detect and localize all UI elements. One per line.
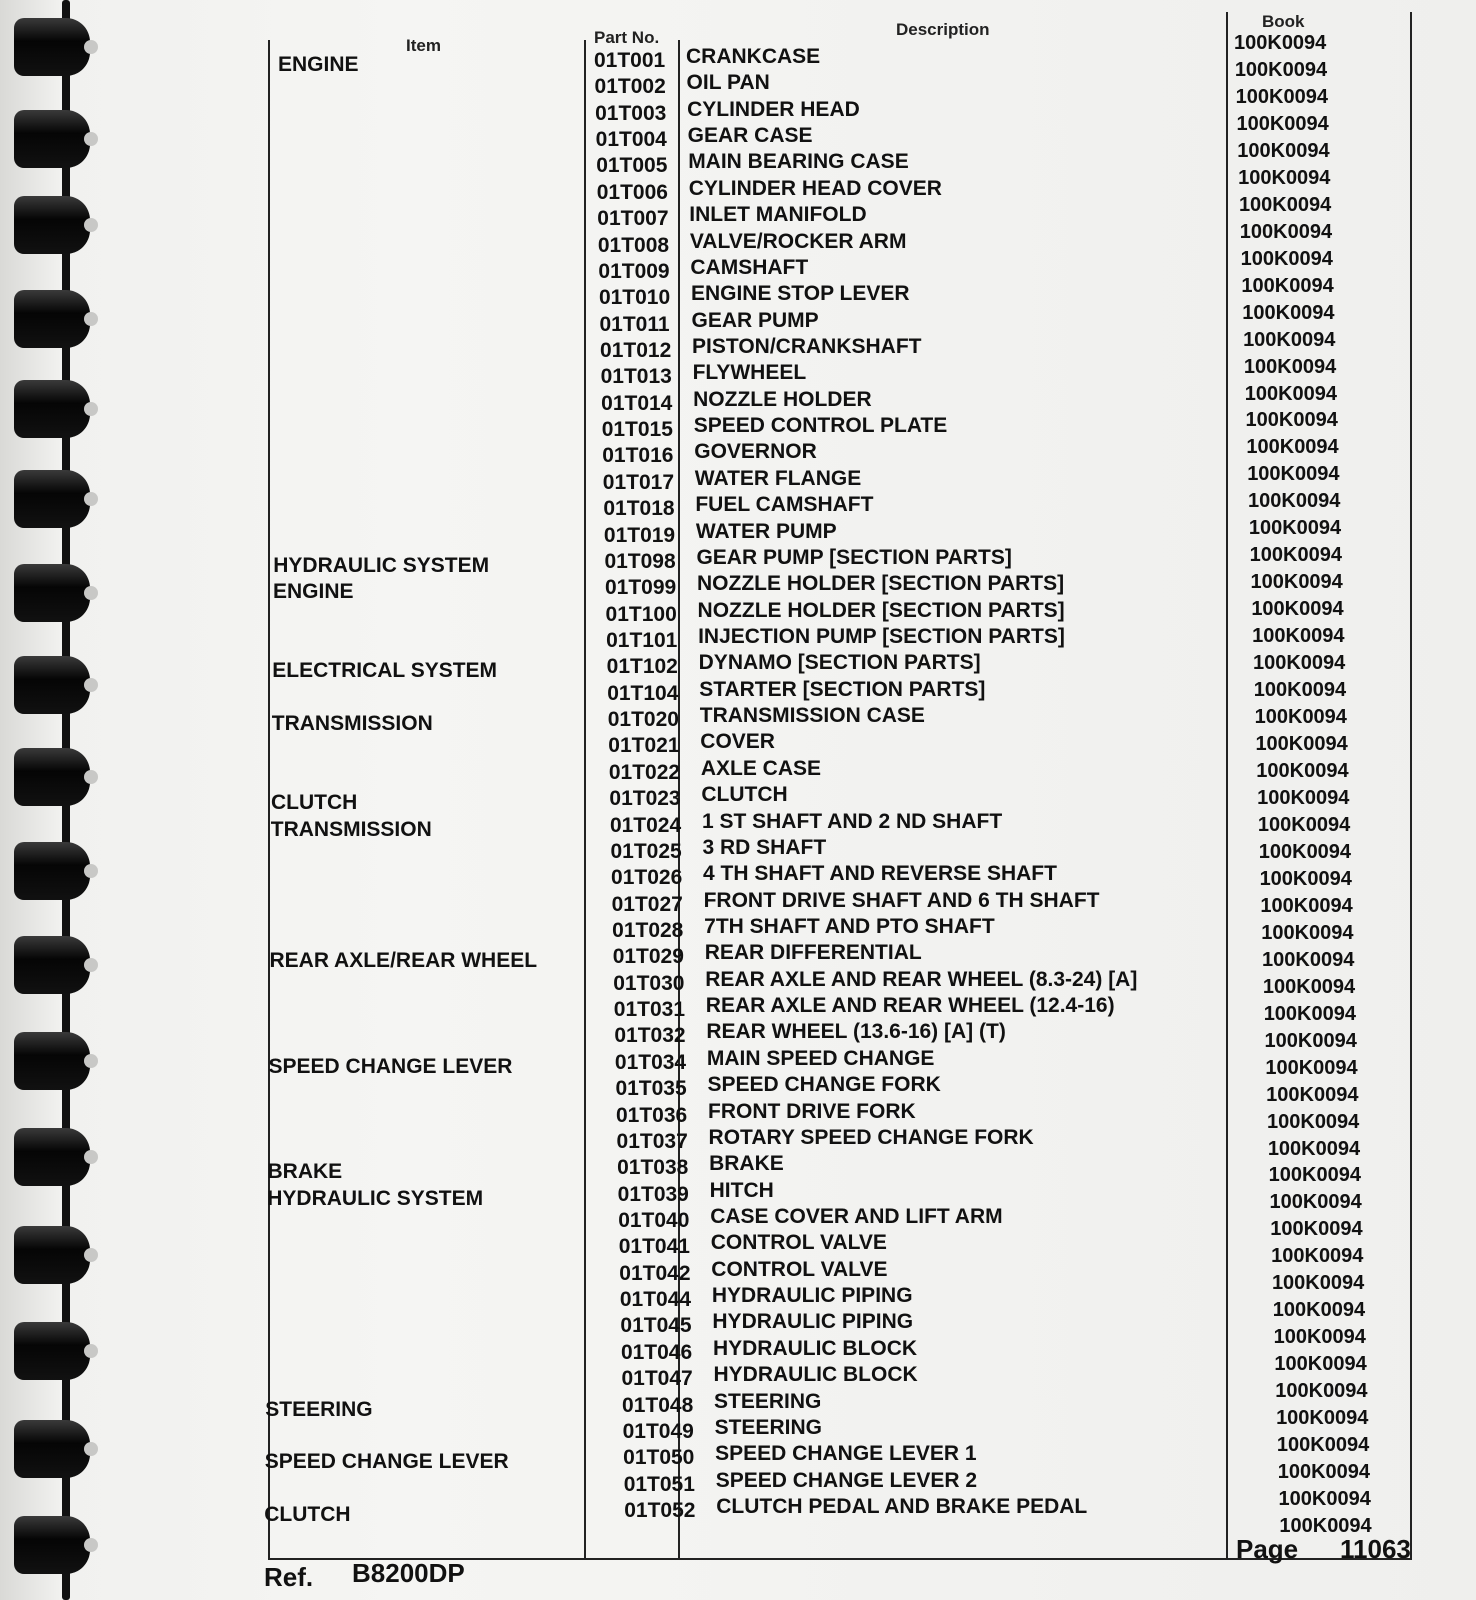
part-number: 01T013	[600, 365, 672, 389]
section-label: TRANSMISSION	[271, 712, 433, 736]
book-number: 100K0094	[1236, 112, 1329, 135]
part-number: 01T011	[599, 312, 670, 336]
section-label: HYDRAULIC SYSTEM	[273, 553, 490, 577]
part-number: 01T021	[608, 734, 680, 758]
book-number: 100K0094	[1246, 436, 1339, 459]
part-number: 01T019	[603, 523, 676, 547]
part-description: SPEED CHANGE LEVER 1	[715, 1442, 977, 1466]
part-number: 01T017	[602, 470, 675, 494]
part-description: GEAR PUMP [SECTION PARTS]	[696, 545, 1012, 569]
book-number: 100K0094	[1272, 1299, 1366, 1322]
punch-hole	[84, 1054, 98, 1068]
part-number: 01T004	[595, 128, 667, 152]
part-description: HYDRAULIC PIPING	[712, 1310, 914, 1334]
coil-ring	[14, 1516, 90, 1574]
punch-hole	[84, 1150, 98, 1164]
book-number: 100K0094	[1276, 1434, 1370, 1457]
book-number: 100K0094	[1238, 193, 1332, 216]
binding-coil	[4, 1516, 100, 1578]
coil-ring	[14, 18, 90, 76]
part-number: 01T016	[602, 444, 674, 468]
part-description: REAR DIFFERENTIAL	[704, 941, 922, 965]
part-number: 01T040	[618, 1209, 690, 1232]
punch-hole	[84, 492, 98, 506]
book-number: 100K0094	[1249, 544, 1342, 567]
section-label: ELECTRICAL SYSTEM	[272, 659, 498, 683]
punch-hole	[84, 218, 98, 232]
coil-ring	[14, 1226, 90, 1284]
part-number: 01T018	[603, 497, 675, 521]
book-number: 100K0094	[1267, 1110, 1360, 1133]
book-number: 100K0094	[1262, 975, 1356, 998]
part-number: 01T006	[596, 180, 668, 204]
book-number: 100K0094	[1262, 948, 1355, 971]
binding-coil	[4, 1032, 100, 1094]
part-description: STEERING	[714, 1415, 822, 1439]
book-number: 100K0094	[1252, 625, 1345, 648]
coil-ring	[14, 748, 90, 806]
book-number: 100K0094	[1261, 921, 1354, 944]
coil-ring	[14, 1128, 90, 1186]
part-description: SPEED CONTROL PLATE	[693, 414, 948, 438]
binding-coil	[4, 656, 100, 718]
part-number: 01T023	[609, 787, 681, 811]
part-description: HITCH	[709, 1178, 774, 1202]
book-number: 100K0094	[1271, 1272, 1365, 1295]
book-number: 100K0094	[1255, 733, 1348, 756]
part-number: 01T032	[614, 1024, 686, 1048]
book-number: 100K0094	[1279, 1515, 1372, 1537]
coil-ring	[14, 290, 90, 348]
binding-coil	[4, 380, 100, 442]
column-divider-part	[584, 40, 586, 1560]
punch-hole	[84, 132, 98, 146]
binding-coil	[4, 1322, 100, 1384]
part-number: 01T098	[604, 549, 676, 573]
section-label: HYDRAULIC SYSTEM	[267, 1186, 484, 1210]
part-number: 01T052	[624, 1499, 696, 1522]
part-description: STARTER [SECTION PARTS]	[699, 677, 986, 701]
punch-hole	[84, 1344, 98, 1358]
book-number: 100K0094	[1252, 652, 1346, 675]
part-number: 01T036	[616, 1103, 688, 1127]
part-number: 01T002	[594, 75, 666, 99]
book-number: 100K0094	[1250, 571, 1343, 594]
part-description: CONTROL VALVE	[711, 1257, 888, 1281]
header-book: Book	[1262, 12, 1305, 31]
part-number: 01T042	[619, 1261, 691, 1285]
part-description: MAIN BEARING CASE	[688, 150, 909, 174]
punch-hole	[84, 1442, 98, 1456]
binding-coil	[4, 564, 100, 626]
part-number: 01T031	[613, 998, 686, 1022]
part-number: 01T051	[623, 1472, 695, 1496]
part-description: HYDRAULIC PIPING	[711, 1284, 913, 1308]
part-description: ROTARY SPEED CHANGE FORK	[708, 1125, 1034, 1149]
punch-hole	[84, 770, 98, 784]
book-number: 100K0094	[1238, 166, 1331, 189]
part-description: BRAKE	[709, 1152, 784, 1176]
header-description: Description	[896, 20, 990, 39]
part-description: PISTON/CRANKSHAFT	[692, 335, 922, 358]
book-number: 100K0094	[1263, 1002, 1356, 1025]
part-description: NOZZLE HOLDER [SECTION PARTS]	[697, 598, 1065, 622]
part-number: 01T030	[613, 971, 685, 995]
part-number: 01T041	[618, 1235, 690, 1259]
part-number: 01T047	[621, 1367, 693, 1391]
book-number: 100K0094	[1253, 679, 1347, 702]
part-description: REAR WHEEL (13.6-16) [A] (T)	[706, 1020, 1006, 1044]
book-number: 100K0094	[1243, 355, 1337, 378]
section-label: CLUTCH	[264, 1503, 351, 1526]
part-number: 01T025	[610, 839, 682, 863]
coil-ring	[14, 196, 90, 254]
part-description: DYNAMO [SECTION PARTS]	[698, 651, 981, 675]
section-label: STEERING	[265, 1397, 373, 1421]
part-description: CLUTCH	[701, 783, 788, 807]
book-number: 100K0094	[1245, 409, 1338, 432]
section-label: SPEED CHANGE LEVER	[268, 1054, 513, 1078]
book-number: 100K0094	[1273, 1326, 1366, 1349]
coil-ring	[14, 1322, 90, 1380]
table-right-border	[1410, 12, 1412, 1560]
book-number: 100K0094	[1258, 840, 1352, 863]
part-number: 01T034	[614, 1050, 687, 1074]
book-number: 100K0094	[1234, 32, 1327, 54]
book-number: 100K0094	[1276, 1407, 1369, 1430]
part-description: NOZZLE HOLDER [SECTION PARTS]	[697, 572, 1065, 596]
book-number: 100K0094	[1248, 517, 1342, 540]
part-number: 01T038	[617, 1156, 689, 1180]
book-number: 100K0094	[1251, 598, 1344, 621]
part-description: 3 RD SHAFT	[702, 835, 827, 859]
part-description: GEAR PUMP	[691, 308, 819, 332]
part-description: CASE COVER AND LIFT ARM	[710, 1205, 1003, 1228]
part-description: TRANSMISSION CASE	[699, 704, 925, 728]
part-description: FRONT DRIVE SHAFT AND 6 TH SHAFT	[703, 888, 1100, 912]
book-number: 100K0094	[1267, 1137, 1361, 1160]
punch-hole	[84, 864, 98, 878]
binding-coil	[4, 18, 100, 80]
binding-coil	[4, 936, 100, 998]
book-number: 100K0094	[1270, 1218, 1363, 1241]
part-number: 01T020	[607, 708, 679, 732]
part-number: 01T022	[608, 760, 681, 784]
coil-ring	[14, 1032, 90, 1090]
book-number: 100K0094	[1234, 58, 1328, 81]
part-number: 01T027	[611, 892, 683, 916]
binding-coil	[4, 842, 100, 904]
book-number: 100K0094	[1274, 1353, 1367, 1376]
book-number: 100K0094	[1269, 1191, 1362, 1214]
section-label: REAR AXLE/REAR WHEEL	[269, 949, 538, 973]
coil-ring	[14, 110, 90, 168]
part-number: 01T026	[611, 866, 683, 890]
coil-ring	[14, 842, 90, 900]
footer-ref-label: Ref.	[264, 1562, 314, 1592]
footer-page-label: Page	[1236, 1534, 1299, 1564]
book-number: 100K0094	[1235, 85, 1328, 108]
part-number: 01T014	[601, 391, 673, 415]
book-number: 100K0094	[1247, 463, 1340, 486]
binding-coil	[4, 470, 100, 532]
part-description: SPEED CHANGE FORK	[707, 1073, 941, 1097]
punch-hole	[84, 586, 98, 600]
book-number: 100K0094	[1257, 813, 1351, 836]
coil-ring	[14, 470, 90, 528]
column-divider-book	[1226, 12, 1228, 1560]
part-number: 01T010	[598, 286, 671, 310]
header-item: Item	[406, 36, 441, 55]
section-label: SPEED CHANGE LEVER	[264, 1450, 509, 1474]
book-number: 100K0094	[1242, 301, 1335, 324]
spiral-binding	[0, 0, 100, 1600]
part-description: REAR AXLE AND REAR WHEEL (12.4-16)	[705, 994, 1115, 1018]
parts-table	[264, 12, 1448, 1560]
section-label: ENGINE	[273, 580, 354, 604]
part-description: WATER FLANGE	[694, 466, 862, 490]
coil-ring	[14, 380, 90, 438]
book-number: 100K0094	[1248, 490, 1341, 513]
part-number: 01T029	[612, 945, 684, 969]
part-description: ENGINE STOP LEVER	[690, 282, 910, 306]
part-number: 01T101	[606, 629, 678, 652]
book-number: 100K0094	[1254, 706, 1347, 729]
part-number: 01T003	[595, 101, 667, 125]
punch-hole	[84, 312, 98, 326]
book-number: 100K0094	[1271, 1245, 1364, 1268]
part-description: 4 TH SHAFT AND REVERSE SHAFT	[703, 862, 1057, 886]
binding-coil	[4, 1226, 100, 1288]
part-description: FRONT DRIVE FORK	[708, 1099, 916, 1123]
part-number: 01T049	[622, 1419, 694, 1443]
punch-hole	[84, 1538, 98, 1552]
part-description: VALVE/ROCKER ARM	[689, 229, 907, 253]
book-number: 100K0094	[1266, 1083, 1359, 1106]
part-number: 01T048	[622, 1393, 694, 1417]
part-description: REAR AXLE AND REAR WHEEL (8.3-24) [A]	[705, 967, 1138, 991]
part-number: 01T099	[605, 576, 677, 600]
part-number: 01T044	[619, 1288, 692, 1312]
part-description: WATER PUMP	[695, 519, 837, 543]
part-description: 7TH SHAFT AND PTO SHAFT	[704, 915, 995, 938]
binding-coil	[4, 748, 100, 810]
part-number: 01T037	[616, 1129, 688, 1153]
part-description: CYLINDER HEAD	[687, 97, 860, 121]
binding-coil	[4, 290, 100, 352]
table-left-border	[268, 40, 270, 1560]
book-number: 100K0094	[1256, 760, 1349, 783]
part-description: INJECTION PUMP [SECTION PARTS]	[698, 625, 1065, 648]
part-description: OIL PAN	[686, 71, 770, 95]
book-number: 100K0094	[1237, 139, 1330, 162]
section-label: CLUTCH	[271, 791, 358, 815]
part-description: CYLINDER HEAD COVER	[688, 176, 942, 200]
book-number: 100K0094	[1259, 867, 1352, 890]
part-number: 01T015	[601, 418, 673, 442]
part-number: 01T012	[600, 339, 672, 362]
part-description: HYDRAULIC BLOCK	[712, 1336, 918, 1360]
part-description: AXLE CASE	[700, 756, 822, 780]
book-number: 100K0094	[1277, 1461, 1371, 1484]
part-description: INLET MANIFOLD	[689, 203, 867, 227]
part-description: NOZZLE HOLDER	[693, 387, 872, 411]
part-number: 01T035	[615, 1077, 687, 1101]
part-number: 01T100	[605, 602, 677, 626]
part-description: STEERING	[714, 1389, 822, 1413]
part-number: 01T008	[597, 233, 670, 257]
punch-hole	[84, 1248, 98, 1262]
header-part-no: Part No.	[594, 28, 660, 47]
punch-hole	[84, 40, 98, 54]
part-number: 01T046	[620, 1340, 693, 1364]
coil-ring	[14, 936, 90, 994]
part-number: 01T039	[617, 1182, 689, 1206]
part-number: 01T007	[597, 207, 669, 231]
coil-ring	[14, 656, 90, 714]
part-number: 01T001	[594, 49, 666, 72]
book-number: 100K0094	[1243, 328, 1336, 351]
book-number: 100K0094	[1244, 382, 1338, 405]
part-description: GOVERNOR	[694, 440, 817, 464]
book-number: 100K0094	[1240, 247, 1333, 270]
section-label: ENGINE	[278, 53, 359, 76]
book-number: 100K0094	[1278, 1488, 1371, 1511]
part-description: SPEED CHANGE LEVER 2	[715, 1468, 978, 1492]
part-number: 01T005	[596, 154, 668, 178]
part-description: COVER	[700, 730, 775, 754]
part-number: 01T024	[609, 813, 682, 837]
part-number: 01T009	[598, 259, 670, 283]
part-description: CAMSHAFT	[690, 255, 809, 279]
part-number: 01T045	[620, 1314, 692, 1338]
binding-coil	[4, 1420, 100, 1482]
part-number: 01T028	[612, 919, 684, 942]
footer-page-number: 11063	[1340, 1534, 1411, 1564]
part-description: HYDRAULIC BLOCK	[713, 1363, 918, 1387]
book-number: 100K0094	[1268, 1164, 1361, 1187]
book-number: 100K0094	[1239, 220, 1333, 243]
book-number: 100K0094	[1260, 894, 1353, 917]
book-number: 100K0094	[1264, 1029, 1357, 1052]
part-description: 1 ST SHAFT AND 2 ND SHAFT	[701, 809, 1003, 833]
part-number: 01T050	[623, 1446, 695, 1470]
part-description: MAIN SPEED CHANGE	[706, 1046, 935, 1070]
book-number: 100K0094	[1265, 1056, 1358, 1079]
part-number: 01T102	[606, 655, 678, 679]
book-number: 100K0094	[1257, 786, 1350, 809]
coil-ring	[14, 564, 90, 622]
book-number: 100K0094	[1241, 274, 1334, 297]
binding-coil	[4, 196, 100, 258]
section-label: BRAKE	[267, 1160, 343, 1184]
punch-hole	[84, 678, 98, 692]
part-description: FLYWHEEL	[692, 361, 807, 385]
footer-ref-value: B8200DP	[352, 1558, 465, 1588]
binding-coil	[4, 1128, 100, 1190]
punch-hole	[84, 958, 98, 972]
part-description: CONTROL VALVE	[710, 1231, 887, 1255]
part-description: CRANKCASE	[686, 45, 821, 68]
part-number: 01T104	[607, 681, 679, 705]
punch-hole	[84, 402, 98, 416]
coil-ring	[14, 1420, 90, 1478]
binding-coil	[4, 110, 100, 172]
part-description: GEAR CASE	[687, 124, 813, 148]
book-number: 100K0094	[1275, 1380, 1368, 1403]
section-label: TRANSMISSION	[270, 817, 432, 841]
part-description: FUEL CAMSHAFT	[695, 493, 874, 517]
part-description: CLUTCH PEDAL AND BRAKE PEDAL	[716, 1495, 1088, 1518]
